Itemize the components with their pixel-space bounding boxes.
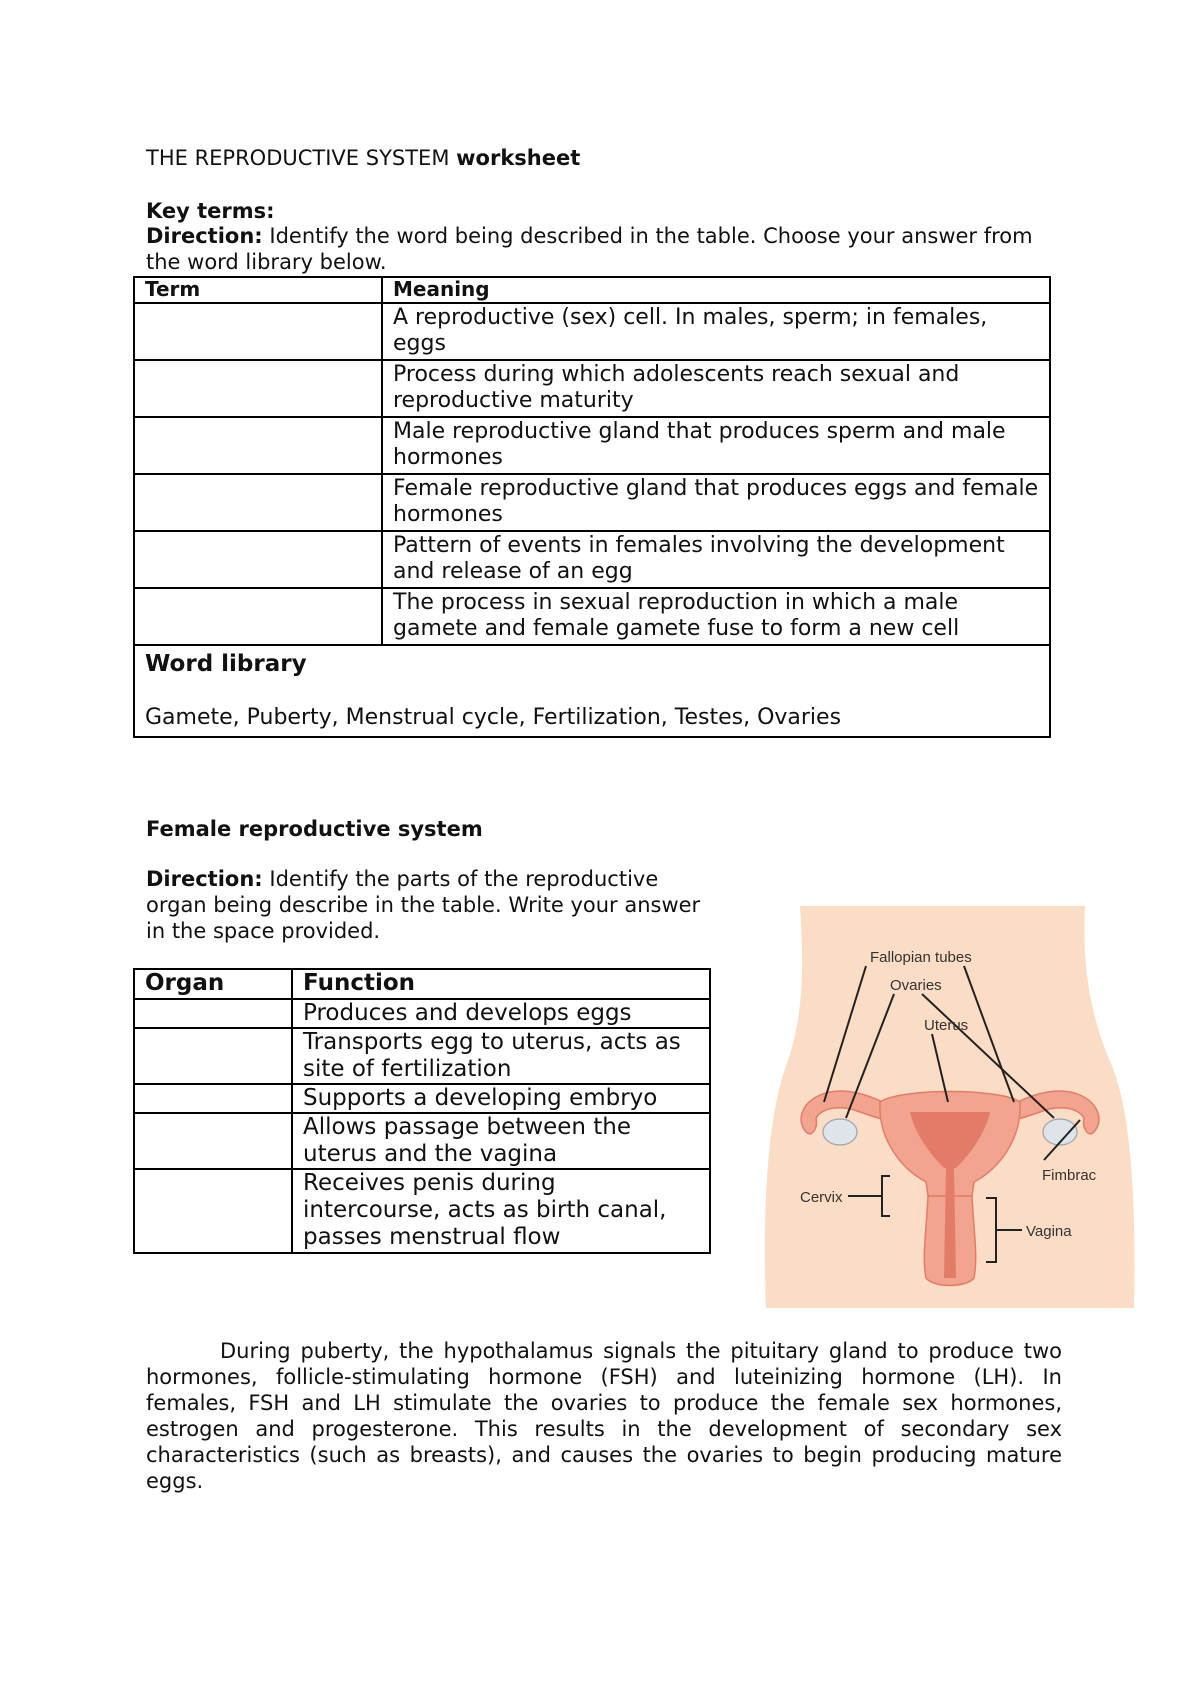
- term-answer-cell[interactable]: [134, 531, 382, 588]
- organ-answer-cell[interactable]: [134, 1084, 292, 1113]
- word-library-title: Word library: [145, 651, 307, 677]
- word-library-words: Gamete, Puberty, Menstrual cycle, Fertilization, Testes, Ovaries: [145, 705, 842, 730]
- female-reproductive-diagram: [760, 906, 1140, 1308]
- column-header-term: Term: [134, 277, 382, 303]
- label-vagina: Vagina: [1026, 1223, 1072, 1240]
- term-answer-cell[interactable]: [134, 417, 382, 474]
- puberty-paragraph: During puberty, the hypothalamus signals the pituitary gland to produce two hormones, follicle-stimulating hormone (FSH) and luteinizing hormone (LH). In females, FSH and LH stimulate the ovaries to produce the female sex hormones, estrogen and progesterone. This results in the development of secondary sex characteristics (such as breasts), and causes the ovaries to begin producing mature eggs.: [146, 1339, 1062, 1493]
- table-row: [134, 531, 1050, 588]
- table-row: [134, 360, 1050, 417]
- table-row: [134, 999, 710, 1028]
- title-main: THE REPRODUCTIVE SYSTEM: [146, 146, 450, 170]
- organ-function-table: [133, 968, 711, 1254]
- worksheet-title: [146, 146, 580, 170]
- meaning-cell: A reproductive (sex) cell. In males, sperm; in females, eggs: [382, 303, 1050, 360]
- meaning-cell: Process during which adolescents reach sexual and reproductive maturity: [382, 360, 1050, 417]
- label-fimbriae: Fimbrac: [1042, 1167, 1097, 1184]
- direction-label: Direction:: [146, 867, 263, 891]
- word-library: [134, 645, 1050, 737]
- term-answer-cell[interactable]: [134, 303, 382, 360]
- table-row: [134, 303, 1050, 360]
- table-row: [134, 588, 1050, 645]
- column-header-organ: Organ: [134, 969, 292, 999]
- term-answer-cell[interactable]: [134, 360, 382, 417]
- organ-answer-cell[interactable]: [134, 1169, 292, 1253]
- meaning-cell: Pattern of events in females involving the development and release of an egg: [382, 531, 1050, 588]
- organ-answer-cell[interactable]: [134, 1113, 292, 1169]
- function-cell: Receives penis during intercourse, acts as birth canal, passes menstrual flow: [292, 1169, 710, 1253]
- label-uterus: Uterus: [924, 1017, 969, 1034]
- female-system-heading: Female reproductive system: [146, 817, 483, 841]
- meaning-cell: Male reproductive gland that produces sperm and male hormones: [382, 417, 1050, 474]
- key-terms-heading: Key terms:: [146, 199, 275, 223]
- key-terms-table: [133, 276, 1051, 738]
- function-cell: Transports egg to uterus, acts as site of fertilization: [292, 1028, 710, 1084]
- table-row: [134, 1113, 710, 1169]
- female-system-direction: [146, 866, 706, 944]
- label-fallopian-tubes: Fallopian tubes: [870, 949, 972, 966]
- label-cervix: Cervix: [800, 1189, 843, 1206]
- organ-answer-cell[interactable]: [134, 999, 292, 1028]
- direction-label: Direction:: [146, 224, 263, 248]
- table-row: [134, 1028, 710, 1084]
- label-ovaries: Ovaries: [890, 977, 942, 994]
- term-answer-cell[interactable]: [134, 474, 382, 531]
- column-header-meaning: Meaning: [382, 277, 1050, 303]
- direction-text: Identify the word being described in the table. Choose your answer from the word library below.: [146, 224, 1033, 274]
- meaning-cell: Female reproductive gland that produces eggs and female hormones: [382, 474, 1050, 531]
- function-cell: Allows passage between the uterus and the vagina: [292, 1113, 710, 1169]
- cervical-canal: [944, 1168, 956, 1278]
- meaning-cell: The process in sexual reproduction in which a male gamete and female gamete fuse to form a new cell: [382, 588, 1050, 645]
- title-suffix: worksheet: [456, 146, 581, 170]
- term-answer-cell[interactable]: [134, 588, 382, 645]
- key-terms-direction: [146, 223, 1046, 275]
- table-row: [134, 474, 1050, 531]
- table-row: [134, 1084, 710, 1113]
- left-ovary: [823, 1119, 857, 1145]
- function-cell: Supports a developing embryo: [292, 1084, 710, 1113]
- direction-text: Identify the parts of the reproductive organ being describe in the table. Write your answer in the space provided.: [146, 867, 701, 943]
- table-row: [134, 1169, 710, 1253]
- table-row: [134, 417, 1050, 474]
- column-header-function: Function: [292, 969, 710, 999]
- organ-answer-cell[interactable]: [134, 1028, 292, 1084]
- function-cell: Produces and develops eggs: [292, 999, 710, 1028]
